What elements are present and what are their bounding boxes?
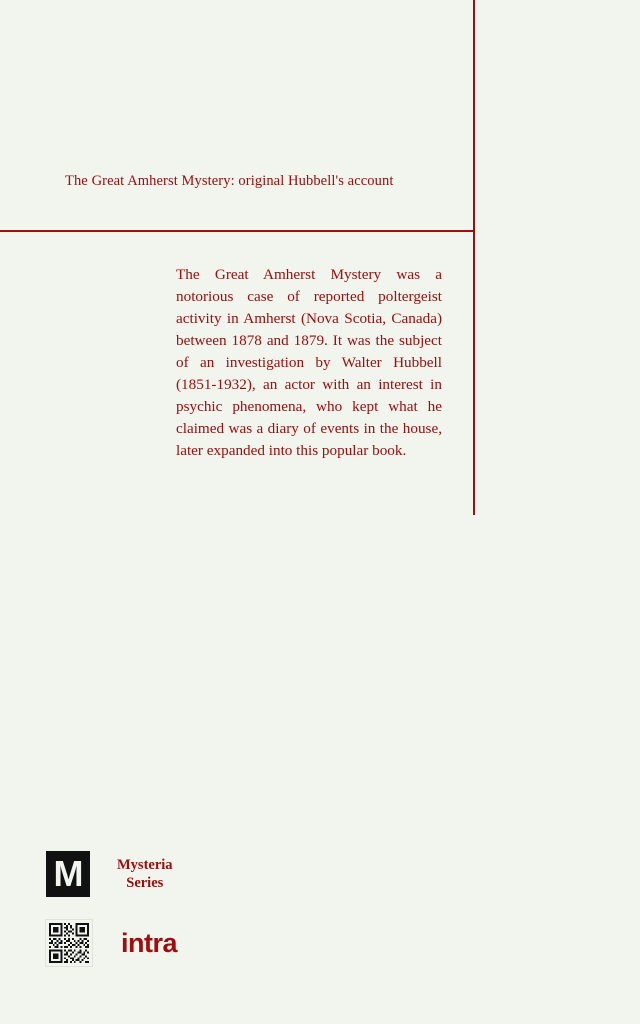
book-description: The Great Amherst Mystery was a notorious case of reported poltergeist activity in Amherst (Nova Scotia, Canada) between 1878 and 1879. It was the subject of an investigation by Walter Hubbell (1851-1932), an actor with an interest in psychic phenomena, who kept what he claimed was a diary of events in the house, later expanded into this popular book. (176, 266, 442, 459)
vertical-rule-bottom (473, 231, 475, 515)
publisher-name: intra (121, 927, 178, 958)
series-name-line2: Series (126, 875, 164, 891)
page-title: The Great Amherst Mystery: original Hubbell's account (65, 173, 394, 189)
vertical-rule-top (473, 0, 475, 231)
series-name-line1: Mysteria (117, 857, 173, 873)
horizontal-rule (0, 230, 475, 232)
publisher-block (46, 920, 177, 966)
series-block (46, 851, 173, 897)
mysteria-logo-icon: M (46, 851, 90, 897)
series-name (117, 856, 173, 892)
qr-code-icon[interactable] (46, 920, 92, 966)
